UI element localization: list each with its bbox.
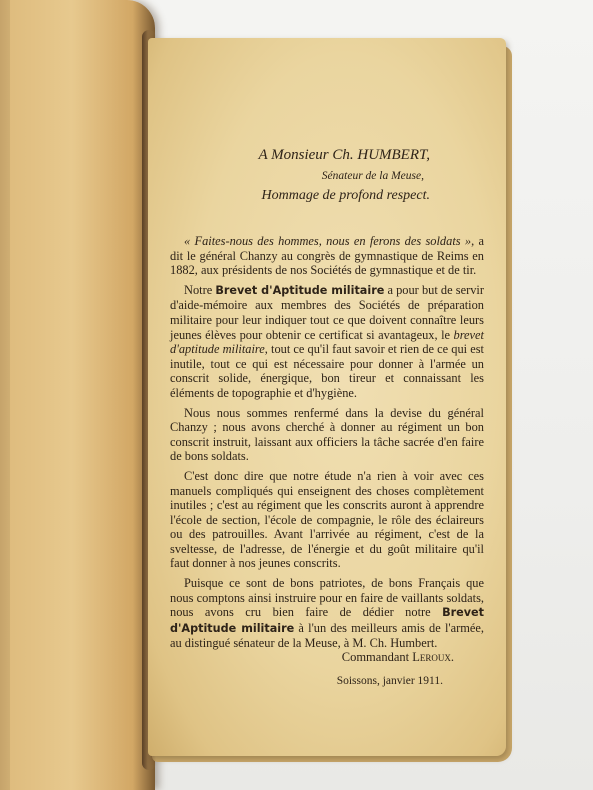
- brevet-title: Brevet d'Aptitude militaire: [215, 283, 385, 297]
- paragraph-2-text-a: Notre: [184, 282, 216, 297]
- paragraph-5: [170, 576, 484, 651]
- paragraph-3: Nous nous sommes renfermé dans la devise du général Chanzy ; nous avons cherché à donner au régiment un bon conscrit instruit, laissant aux officiers la tâche sacrée d'en faire de bons soldats.: [170, 405, 484, 464]
- signature-rank: Commandant: [341, 650, 413, 664]
- signature-end: .: [450, 650, 454, 664]
- paragraph-1: [170, 234, 484, 278]
- body-text: [170, 234, 484, 656]
- dedication-line-3: Hommage de profond respect.: [261, 188, 430, 203]
- page-content: [148, 38, 506, 756]
- paragraph-2-text-c: a pour but de servir d'aide-mémoire aux membres des Sociétés de préparation militaire pour leur indiquer tout ce que doivent connaître leurs jeunes élèves pour obtenir ce certificat si avantageux, le: [170, 282, 484, 342]
- paragraph-2-text-e: , tout ce qu'il faut savoir et rien de ce qui est inutile, tout ce qui est nécessaire pour donner à l'armée un conscrit solide, énergique, bon tireur et connaissant les éléments de topographie et d'hygiène.: [170, 342, 484, 400]
- signature-name: Leroux: [412, 650, 451, 664]
- brevet-italic: brevet d'aptitude militaire: [170, 327, 484, 357]
- dedication-line-1: A Monsieur Ch. HUMBERT,: [258, 147, 430, 163]
- paragraph-1-text: , a dit le général Chanzy au congrès de gymnastique de Reims en 1882, aux présidents de nos Sociétés de gymnastique et de tir.: [170, 234, 484, 278]
- paragraph-5-text-c: à l'un des meilleurs amis de l'armée, au distingué sénateur de la Meuse, à M. Ch. Humbert.: [170, 620, 484, 651]
- left-page-edge: [0, 0, 10, 790]
- left-page: [0, 0, 155, 790]
- right-page: [148, 38, 506, 756]
- brevet-title-2: Brevet d'Aptitude militaire: [170, 606, 484, 635]
- dedication-line-2: Sénateur de la Meuse,: [321, 170, 424, 182]
- quote-chanzy: « Faites-nous des hommes, nous en ferons des soldats »: [184, 234, 472, 248]
- signature: [342, 650, 454, 665]
- paragraph-4: C'est donc dire que notre étude n'a rien à voir avec ces manuels compliqués qui enseignent des choses complètement inutiles ; c'est au régiment que les conscrits auront à apprendre l'école de section, l'école de compagnie, le rôle des éclaireurs ou des patrouilles. Avant l'arrivée au régiment, c'est de la sveltesse, de l'adresse, de l'énergie et du goût militaire qu'il faut donner à nos jeunes conscrits.: [170, 468, 484, 571]
- paragraph-2: [170, 283, 484, 401]
- paragraph-5-text-a: Puisque ce sont de bons patriotes, de bons Français que nous comptons ainsi instruire pour en faire de vaillants soldats, nous avons cru bien faire de dédier notre: [170, 576, 484, 620]
- place-date: Soissons, janvier 1911.: [336, 675, 443, 687]
